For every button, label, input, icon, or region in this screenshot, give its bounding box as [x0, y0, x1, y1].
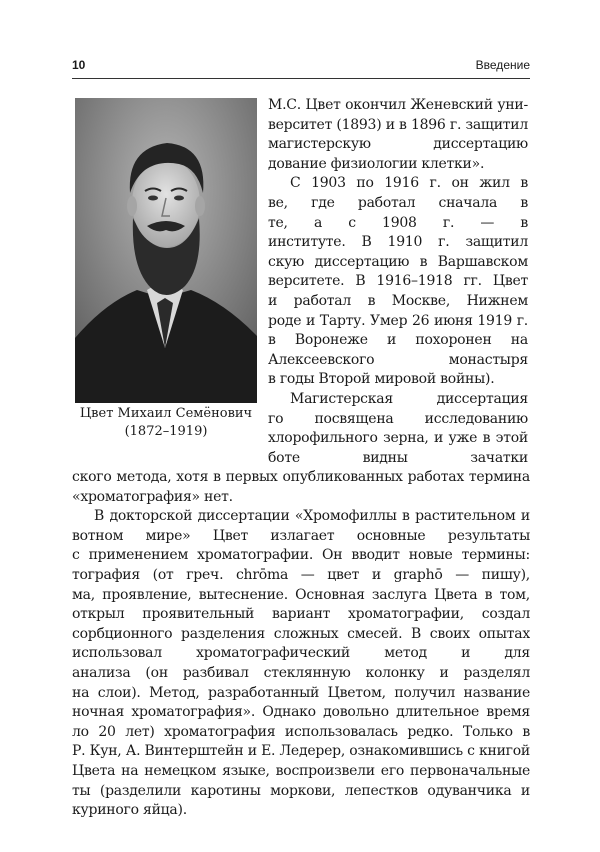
- text-line: боте видны зачатки: [268, 449, 528, 466]
- text-line: Р. Кун, А. Винтерштейн и Е. Ледерер, ознакомившись с книгой: [72, 743, 530, 760]
- text-line: М.С. Цвет окончил Женевский уни-: [268, 97, 528, 113]
- text-line: В докторской диссертации «Хромофиллы в растительном и: [94, 508, 530, 525]
- text-line: верситете. В 1916–1918 гг. Цвет: [268, 273, 528, 290]
- text-line: ночная хроматография». Однако довольно длительное время: [72, 704, 530, 721]
- text-line: С 1903 по 1916 г. он жил в: [290, 175, 528, 192]
- text-line: скую диссертацию в Варшавском: [268, 253, 528, 270]
- text-line: ма, проявление, вытеснение. Основная заслуга Цвета в том,: [72, 586, 530, 603]
- text-line: го посвящена исследованию: [268, 410, 528, 427]
- text-line: дование физиологии клетки».: [268, 155, 485, 172]
- portrait-caption: [70, 405, 262, 441]
- text-line: в годы Второй мировой войны).: [268, 371, 495, 388]
- text-line: сорбционного разделения сложных смесей. В своих опытах: [72, 625, 530, 642]
- text-line: роде и Тарту. Умер 26 июня 1919 г.: [268, 312, 528, 329]
- text-line: с применением хроматографии. Он вводит новые термины:: [72, 547, 530, 564]
- text-line: «хроматография» нет.: [72, 488, 233, 505]
- text-line: тография (от греч. chrōma — цвет и graphō — пишу),: [72, 566, 530, 583]
- caption-years: (1872–1919): [124, 424, 208, 439]
- text-line: анализа (он разбивал стеклянную колонку и разделял: [72, 664, 530, 681]
- portrait-photo: [75, 98, 257, 403]
- text-line: магистерскую диссертацию: [268, 136, 528, 153]
- text-line: и работал в Москве, Нижнем: [268, 292, 528, 309]
- text-line: куриного яйца).: [72, 802, 187, 819]
- text-line: ве, где работал сначала в: [268, 194, 528, 211]
- text-line: Алексеевского монастыря: [268, 351, 528, 368]
- running-header: [72, 58, 530, 76]
- text-line: ло 20 лет) хроматография использовалась редко. Только в: [72, 723, 530, 740]
- header-divider: [72, 78, 530, 79]
- text-line: институте. В 1910 г. защитил: [268, 234, 528, 251]
- text-line: хлорофильного зерна, и уже в этой: [268, 430, 528, 447]
- full-width-text: [72, 468, 530, 821]
- section-title: Введение: [475, 58, 530, 72]
- page-number: 10: [72, 58, 86, 72]
- text-line: те, а с 1908 г. — в: [268, 214, 528, 231]
- text-line: использовал хроматографический метод и для: [72, 645, 530, 662]
- text-line: ского метода, хотя в первых опубликованных работах термина: [72, 469, 530, 485]
- text-line: на слои). Метод, разработанный Цветом, получил название: [72, 684, 530, 701]
- right-column-text: [268, 96, 528, 468]
- text-line: Магистерская диссертация: [290, 390, 528, 407]
- text-line: ты (разделили каротины моркови, лепестков одуванчика и: [72, 782, 530, 799]
- text-line: в Воронеже и похоронен на: [268, 332, 528, 349]
- text-line: открыл проявительный вариант хроматографии, создал: [72, 606, 530, 623]
- text-line: вотном мире» Цвет излагает основные результаты: [72, 527, 530, 544]
- caption-name: Цвет Михаил Семёнович: [79, 406, 253, 421]
- text-line: Цвета на немецком языке, воспроизвели его первоначальные: [72, 762, 530, 779]
- text-line: верситет (1893) и в 1896 г. защитил: [268, 116, 528, 133]
